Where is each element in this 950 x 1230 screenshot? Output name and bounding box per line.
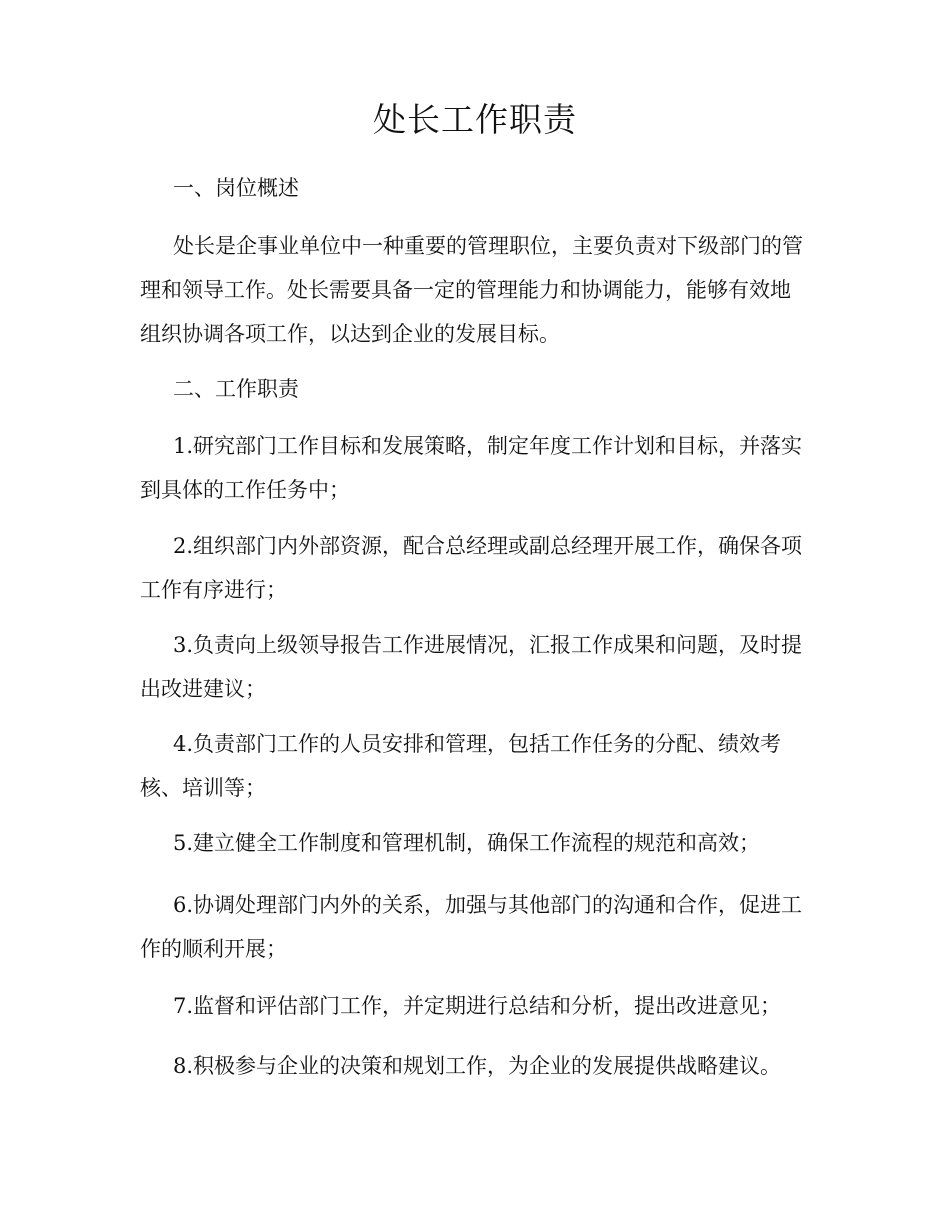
duty-item-4: 4.负责部门工作的人员安排和管理，包括工作任务的分配、绩效考核、培训等；: [140, 732, 782, 800]
duty-item-8: 8.积极参与企业的决策和规划工作，为企业的发展提供战略建议。: [173, 1054, 782, 1078]
duty-item-1: 1.研究部门工作目标和发展策略，制定年度工作计划和目标，并落实到具体的工作任务中；: [140, 434, 803, 502]
duty-item-5: 5.建立健全工作制度和管理机制，确保工作流程的规范和高效；: [173, 831, 761, 855]
duty-item-7: 7.监督和评估部门工作，并定期进行总结和分析，提出改进意见；: [173, 994, 782, 1018]
section-heading-duties: 二、工作职责: [173, 377, 299, 401]
document-title: 处长工作职责: [373, 100, 577, 139]
duty-item-6: 6.协调处理部门内外的关系，加强与其他部门的沟通和合作，促进工作的顺利开展；: [140, 893, 803, 961]
section-heading-overview: 一、岗位概述: [173, 176, 299, 200]
duty-item-3: 3.负责向上级领导报告工作进展情况，汇报工作成果和问题，及时提出改进建议；: [140, 633, 803, 701]
overview-paragraph: 处长是企事业单位中一种重要的管理职位，主要负责对下级部门的管理和领导工作。处长需要具备一定的管理能力和协调能力，能够有效地组织协调各项工作，以达到企业的发展目标。: [140, 234, 803, 346]
duty-item-2: 2.组织部门内外部资源，配合总经理或副总经理开展工作，确保各项工作有序进行；: [140, 534, 803, 602]
